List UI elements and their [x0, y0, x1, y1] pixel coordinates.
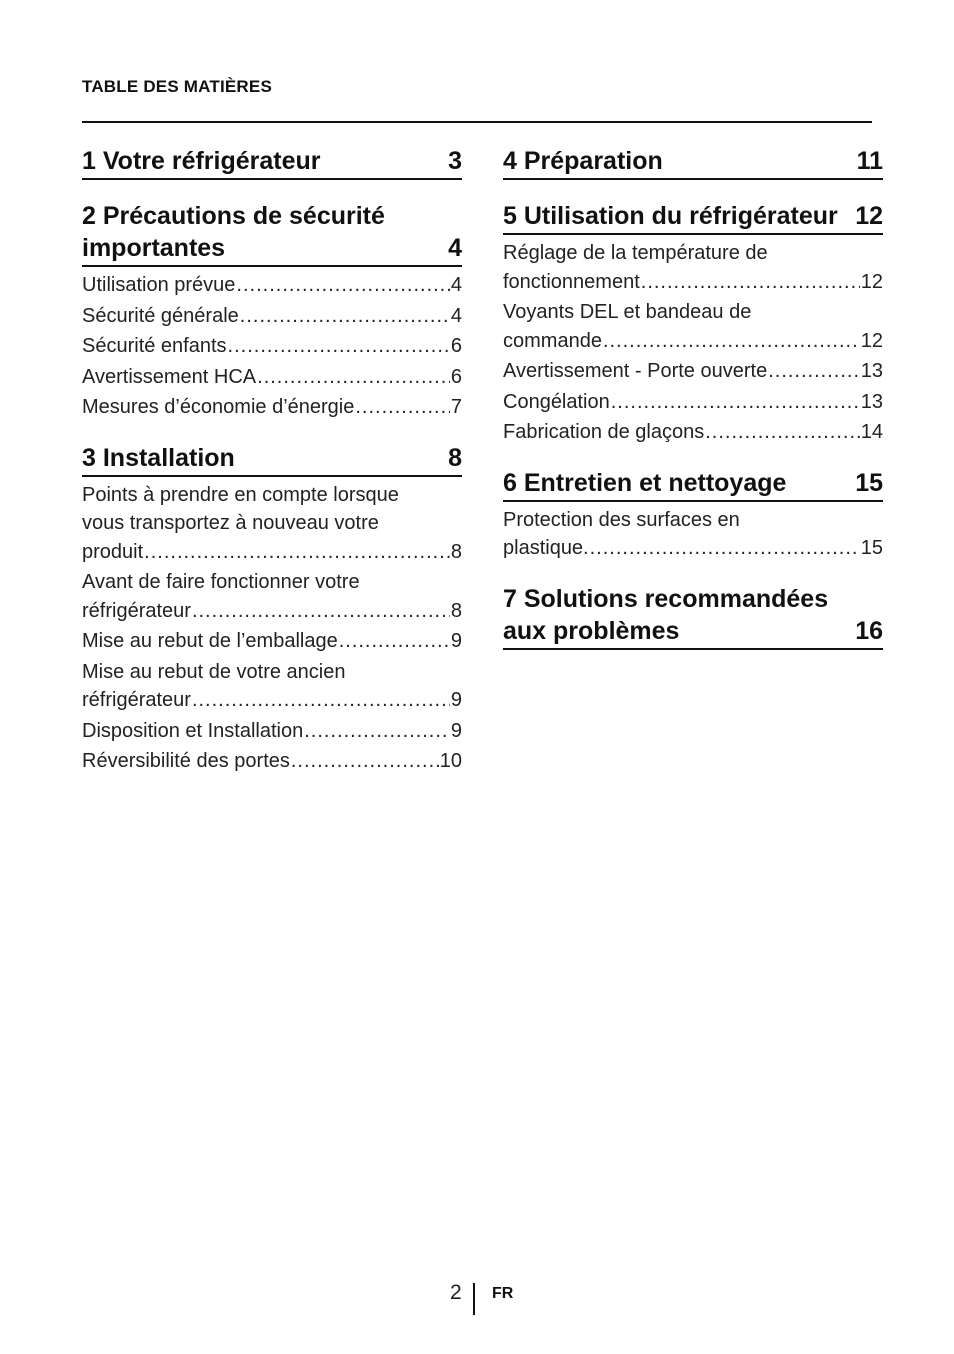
dot-leader [192, 597, 450, 626]
toc-entry-page: 12 [860, 329, 883, 352]
toc-right-column [503, 145, 883, 670]
section-heading[interactable] [503, 467, 883, 502]
toc-entry-leader [82, 627, 462, 656]
header-rule [82, 121, 872, 123]
toc-entry-text: Congélation [503, 390, 610, 413]
toc-entry-page: 8 [450, 599, 462, 622]
toc-entry-page: 4 [450, 274, 462, 296]
toc-entry-page: 10 [439, 750, 462, 772]
toc-entry-text: produit [82, 540, 144, 563]
toc-entry-leader [503, 388, 883, 417]
toc-entry-leader [82, 538, 462, 567]
toc-entry-leader [82, 597, 462, 626]
section-heading-page: 11 [856, 147, 883, 175]
section-entries [503, 235, 883, 447]
toc-entry[interactable] [82, 393, 462, 422]
toc-entry-page: 7 [450, 396, 462, 418]
dot-leader [257, 363, 450, 392]
dot-leader [768, 357, 860, 386]
toc-entry-line: Voyants DEL et bandeau de [503, 301, 752, 323]
toc-entry[interactable] [503, 239, 883, 296]
toc-entry-leader [503, 268, 883, 297]
toc-entry-page: 14 [860, 421, 883, 443]
section-heading-text: 1 Votre réfrigérateur [82, 147, 321, 175]
section-heading-page: 12 [855, 202, 883, 230]
toc-entry-page: 6 [450, 335, 462, 357]
toc-entry-leader [82, 363, 462, 392]
toc-entry[interactable] [82, 271, 462, 300]
toc-entry-text: Réversibilité des portes [82, 750, 290, 772]
toc-entry[interactable] [82, 363, 462, 392]
toc-entry-text: fonctionnement [503, 270, 640, 293]
dot-leader [304, 717, 450, 746]
footer-page-number: 2 [450, 1281, 462, 1304]
toc-entry-line: vous transportez à nouveau votre [82, 512, 379, 534]
section-entries [503, 502, 883, 563]
section-entries [82, 267, 462, 422]
toc-entry-text: Utilisation prévue [82, 274, 236, 296]
page-header-title: TABLE DES MATIÈRES [82, 77, 272, 96]
toc-entry-leader [503, 418, 883, 447]
toc-section [503, 145, 883, 180]
section-heading-text: 6 Entretien et nettoyage [503, 468, 787, 497]
dot-leader [705, 418, 860, 447]
dot-leader [240, 302, 450, 331]
section-heading-page: 8 [448, 443, 462, 472]
toc-entry-text: Mise au rebut de l’emballage [82, 630, 338, 652]
toc-entry-text: Mesures d’économie d’énergie [82, 396, 355, 418]
toc-section [82, 200, 462, 422]
section-heading[interactable] [503, 200, 883, 235]
toc-entry-page: 4 [450, 304, 462, 327]
section-heading[interactable] [503, 145, 883, 180]
toc-entry-leader [82, 393, 462, 422]
toc-entry-text: Sécurité générale [82, 304, 239, 327]
toc-entry[interactable] [82, 717, 462, 746]
toc-entry-line: Mise au rebut de votre ancien [82, 660, 346, 683]
dot-leader [611, 388, 860, 417]
toc-section [503, 583, 883, 650]
section-heading-text: 5 Utilisation du réfrigérateur [503, 202, 838, 230]
toc-entry-leader [82, 747, 462, 776]
toc-entry-line: Réglage de la température de [503, 242, 768, 264]
toc-entry-text: plastique. [503, 537, 589, 559]
section-heading-text: 2 Précautions de sécurité importantes [82, 202, 385, 262]
toc-entry-leader [82, 686, 462, 715]
toc-entry-page: 8 [450, 540, 462, 563]
toc-entry-page: 15 [860, 537, 883, 559]
toc-entry[interactable] [503, 298, 883, 355]
footer-divider [473, 1283, 475, 1315]
toc-entry-text: réfrigérateur [82, 689, 191, 711]
dot-leader [144, 538, 450, 567]
section-heading[interactable] [503, 583, 883, 650]
dot-leader [641, 268, 860, 297]
toc-entry-page: 6 [450, 365, 462, 388]
toc-entry-text: commande [503, 329, 602, 352]
section-heading-text: 4 Préparation [503, 147, 663, 175]
toc-entry-line: Protection des surfaces en [503, 508, 740, 531]
section-heading-page: 15 [855, 468, 883, 497]
section-heading-text: 3 Installation [82, 443, 235, 472]
toc-entry[interactable] [82, 627, 462, 656]
toc-entry-leader [82, 302, 462, 331]
toc-entry-text: Avertissement HCA [82, 365, 257, 388]
section-entries [82, 477, 462, 776]
toc-entry-leader [82, 271, 462, 300]
dot-leader [236, 271, 449, 300]
section-heading-page: 4 [448, 234, 462, 262]
toc-entry-leader [82, 717, 462, 746]
toc-entry-text: Fabrication de glaçons [503, 421, 705, 443]
toc-entry[interactable] [82, 332, 462, 361]
toc-entry-leader [82, 332, 462, 361]
section-heading[interactable] [82, 145, 462, 180]
toc-entry-line: Avant de faire fonctionner votre [82, 571, 360, 593]
section-heading-page: 3 [448, 147, 462, 175]
section-heading[interactable] [82, 442, 462, 477]
toc-entry-line: Points à prendre en compte lorsque [82, 483, 399, 506]
toc-section [82, 442, 462, 776]
dot-leader [228, 332, 450, 361]
toc-left-column [82, 145, 462, 796]
toc-entry-leader [503, 357, 883, 386]
toc-entry-text: Disposition et Installation [82, 719, 304, 742]
dot-leader [291, 747, 439, 776]
toc-entry[interactable] [503, 388, 883, 417]
toc-section [82, 145, 462, 180]
dot-leader [603, 327, 860, 356]
toc-section [503, 467, 883, 563]
toc-entry-page: 12 [860, 270, 883, 293]
toc-entry[interactable] [82, 568, 462, 625]
section-heading[interactable] [82, 200, 462, 267]
dot-leader [192, 686, 450, 715]
toc-entry[interactable] [503, 506, 883, 563]
toc-entry[interactable] [503, 418, 883, 447]
toc-entry-leader [503, 534, 883, 563]
toc-entry-text: réfrigérateur [82, 599, 191, 622]
toc-section [503, 200, 883, 447]
toc-entry[interactable] [82, 747, 462, 776]
toc-entry-page: 9 [450, 719, 462, 742]
dot-leader [339, 627, 450, 656]
toc-entry-page: 9 [450, 689, 462, 711]
toc-entry[interactable] [503, 357, 883, 386]
toc-entry[interactable] [82, 481, 462, 567]
toc-entry-text: Avertissement - Porte ouverte [503, 360, 768, 382]
dot-leader [355, 393, 450, 422]
section-heading-text: 7 Solutions recommandées aux problèmes [503, 584, 829, 645]
toc-entry-page: 13 [860, 390, 883, 413]
dot-leader [590, 534, 860, 563]
toc-entry[interactable] [82, 658, 462, 715]
toc-entry-text: Sécurité enfants [82, 335, 227, 357]
toc-entry-page: 9 [450, 630, 462, 652]
toc-entry[interactable] [82, 302, 462, 331]
footer-language: FR [492, 1285, 514, 1302]
toc-entry-leader [503, 327, 883, 356]
toc-entry-page: 13 [860, 360, 883, 382]
section-heading-page: 16 [855, 616, 883, 645]
